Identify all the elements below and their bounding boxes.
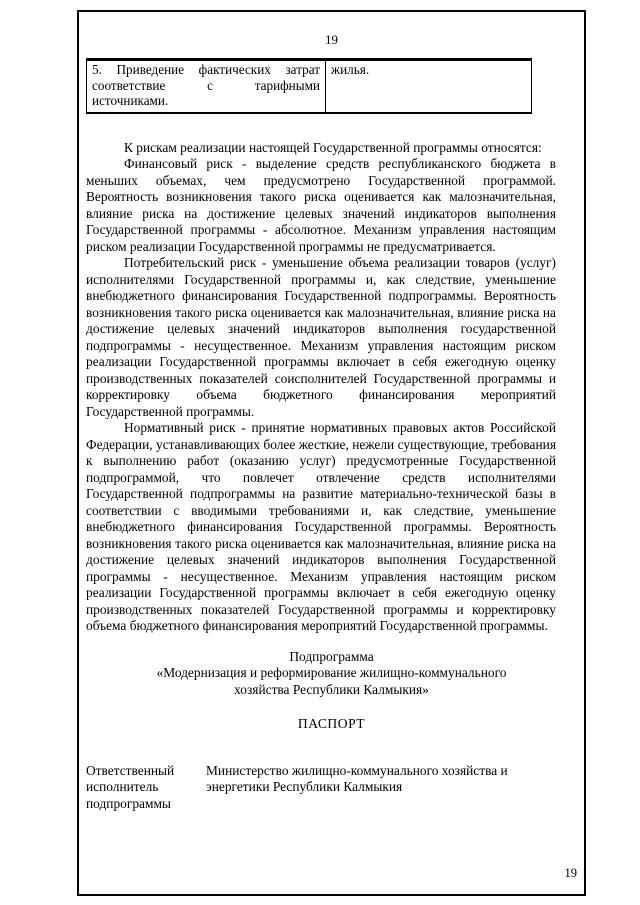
table-cell-right: жилья. [326,60,532,113]
passport-label: Ответственный исполнитель подпрограммы [86,762,175,811]
page-border-frame [77,10,586,896]
body-text [86,140,556,635]
subprogram-heading-label: Подпрограмма [289,648,374,664]
subprogram-heading-name: «Модернизация и реформирование жилищно-коммунального хозяйства Республики Калмыкия» [156,665,507,697]
table-row [87,60,532,113]
page-number-top: 19 [325,32,338,47]
carryover-table [86,58,532,114]
passport-value: Министерство жилищно-коммунального хозяйства и энергетики Республики Калмыкия [206,762,508,794]
paragraph-normative-risk: Нормативный риск - принятие нормативных правовых актов Российской Федерации, устанавливающих более жесткие, нежели существующие, требования к выполнению работ (оказанию услуг) предусмотренные Государственной подпрограммой, что повлечет отвлечение средств исполнителями Государственной подпрограммы на развитие материально-технической базы в соответствии с вводимыми требованиями и, как следствие, уменьшение внебюджетного финансирования Государственной программы. Вероятность возникновения такого риска оценивается как малозначительная, влияние риска на достижение целевых значений индикаторов выполнения Государственной программы - несущественное. Механизм управления настоящим риском реализации Государственной программы включает в себя ежегодную оценку производственных показателей Государственной программы и корректировку объема бюджетного финансирования мероприятий Государственной программы. [86,420,556,633]
subprogram-heading [79,649,584,699]
page-number-bottom: 19 [564,866,577,880]
paragraph-risks-intro: К рискам реализации настоящей Государственной программы относятся: [124,139,542,155]
paragraph-financial-risk: Финансовый риск - выделение средств республиканского бюджета в меньших объемах, чем предусмотрено Государственной программой. Вероятность возникновения такого риска оценивается как малозначительная, влияние риска на достижение целевых значений индикаторов выполнения Государственной программы - абсолютное. Механизм управления настоящим риском реализации Государственной программы не предусматривается. [86,156,556,254]
paragraph-consumer-risk: Потребительский риск - уменьшение объема реализации товаров (услуг) исполнителями Государственной программы и, как следствие, уменьшение внебюджетного финансирования Государственной подпрограммы. Вероятность возникновения такого риска оценивается как малозначительная, влияние риска на достижение целевых значений индикаторов выполнения государственной подпрограммы - несущественное. Механизм управления настоящим риском реализации Государственной программы включает в себя ежегодную оценку производственных показателей соисполнителей Государственной программы и корректировку объема бюджетного финансирования мероприятий Государственной программы. [86,255,556,419]
table-cell-left: 5. Приведение фактических затрат соответствие с тарифными источниками. [87,60,326,113]
passport-row-responsible-executor [86,763,556,813]
passport-heading: ПАСПОРТ [297,716,366,731]
